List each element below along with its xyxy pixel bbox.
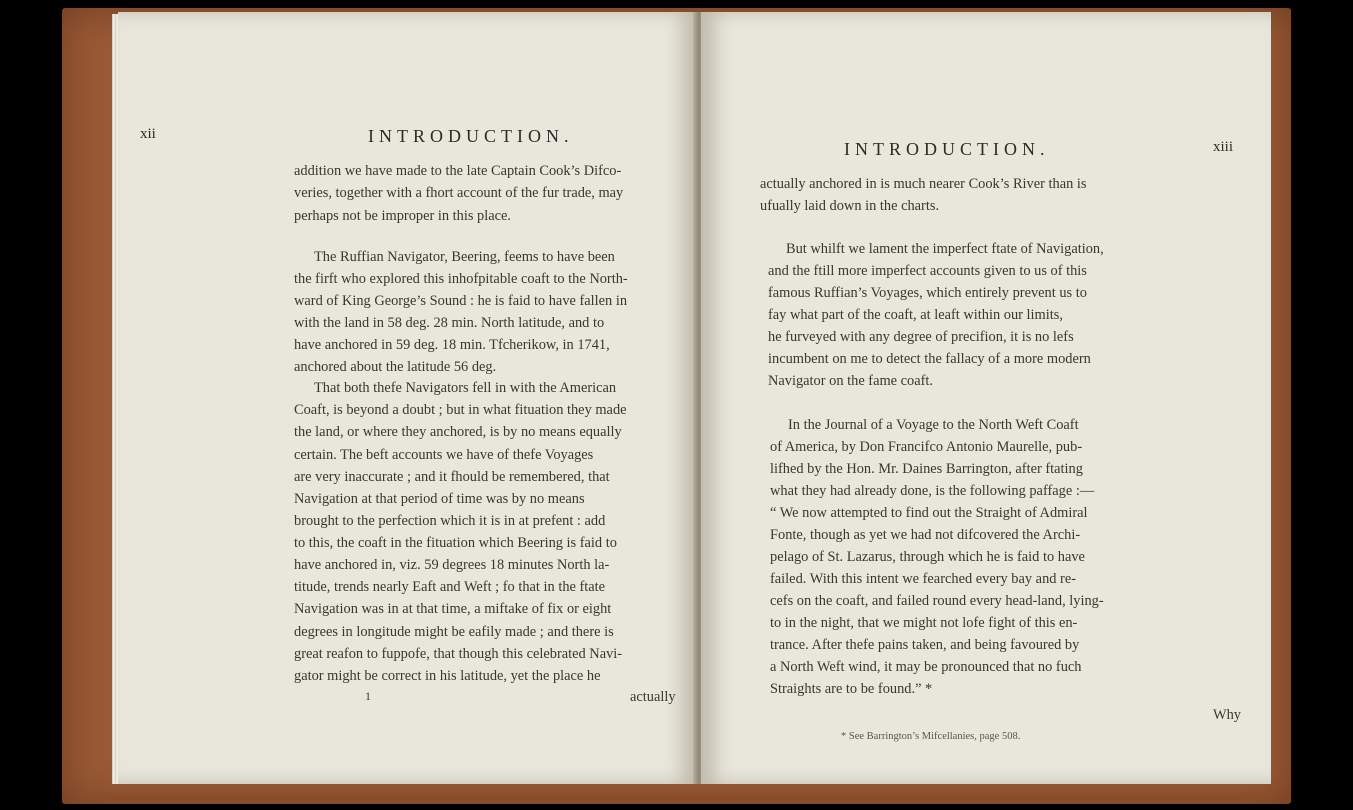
left-text-line: veries, together with a fhort account of the fur trade, may	[294, 185, 624, 201]
right-text-line: “ We now attempted to find out the Straight of Admiral	[770, 505, 1088, 521]
left-text-line: brought to the perfection which it is in at prefent : add	[294, 513, 606, 529]
left-text-line: anchored about the latitude 56 deg.	[294, 359, 497, 375]
catchword: actually	[630, 689, 676, 705]
right-text-line: Fonte, though as yet we had not difcovered the Archi-	[770, 527, 1081, 543]
catchword: Why	[1213, 707, 1241, 723]
right-text-line: a North Weft wind, it may be pronounced that no fuch	[770, 659, 1082, 675]
left-running-head: INTRODUCTION.	[368, 126, 574, 146]
left-text-line: the land, or where they anchored, is by no means equally	[294, 424, 622, 440]
right-text-line: pelago of St. Lazarus, through which he is faid to have	[770, 549, 1085, 565]
left-page	[118, 12, 696, 784]
left-text-line: Navigation at that period of time was by no means	[294, 491, 585, 507]
left-text-line: have anchored in 59 deg. 18 min. Tfcherikow, in 1741,	[294, 337, 610, 353]
left-text-line: the firft who explored this inhofpitable coaft to the North-	[294, 271, 628, 287]
signature-mark: 1	[365, 689, 371, 703]
right-text-line: and the ftill more imperfect accounts given to us of this	[768, 263, 1087, 279]
left-text-line: titude, trends nearly Eaft and Weft ; fo that in the ftate	[294, 579, 606, 595]
right-text-line: of America, by Don Francifco Antonio Maurelle, pub-	[770, 439, 1083, 455]
right-text-line: ufually laid down in the charts.	[760, 198, 940, 214]
right-page-number: xiii	[1213, 139, 1234, 155]
left-text-line: with the land in 58 deg. 28 min. North latitude, and to	[294, 315, 605, 331]
right-text-line: failed. With this intent we fearched every bay and re-	[770, 571, 1077, 587]
right-text-line: famous Ruffian’s Voyages, which entirely prevent us to	[768, 285, 1087, 301]
left-page-number: xii	[140, 126, 156, 142]
right-text-line: Straights are to be found.” *	[770, 681, 933, 697]
left-text-line: certain. The beft accounts we have of thefe Voyages	[294, 447, 594, 463]
right-text-line: trance. After thefe pains taken, and being favoured by	[770, 637, 1080, 653]
right-running-head: INTRODUCTION.	[844, 139, 1050, 159]
left-text-line: ward of King George’s Sound : he is faid to have fallen in	[294, 293, 628, 309]
left-text-line: perhaps not be improper in this place.	[294, 208, 511, 224]
right-text-line: incumbent on me to detect the fallacy of a more modern	[768, 351, 1091, 367]
right-text-line: But whilft we lament the imperfect ftate of Navigation,	[786, 241, 1104, 257]
left-text-line: Coaft, is beyond a doubt ; but in what fituation they made	[294, 402, 627, 418]
left-text-line: Navigation was in at that time, a miftake of fix or eight	[294, 601, 612, 617]
right-text-line: cefs on the coaft, and failed round every head-land, lying-	[770, 593, 1104, 609]
left-text-line: great reafon to fuppofe, that though this celebrated Navi-	[294, 646, 623, 662]
right-page	[701, 12, 1271, 784]
left-text-line: The Ruffian Navigator, Beering, feems to have been	[314, 249, 615, 265]
left-text-line: degrees in longitude might be eafily made ; and there is	[294, 624, 614, 640]
left-text-line: gator might be correct in his latitude, yet the place he	[294, 668, 601, 684]
right-text-line: In the Journal of a Voyage to the North Weft Coaft	[788, 417, 1079, 433]
left-text-line: are very inaccurate ; and it fhould be remembered, that	[294, 469, 610, 485]
right-text-line: he furveyed with any degree of precifion, it is no lefs	[768, 329, 1074, 345]
footnote: * See Barrington’s Mifcellanies, page 508.	[841, 731, 1021, 742]
right-text-line: what they had already done, is the following paffage :—	[770, 483, 1095, 499]
left-text-line: addition we have made to the late Captain Cook’s Difco-	[294, 163, 622, 179]
right-text-line: lifhed by the Hon. Mr. Daines Barrington, after ftating	[770, 461, 1083, 477]
left-text-line: That both thefe Navigators fell in with the American	[314, 380, 617, 396]
right-text-line: actually anchored in is much nearer Cook’s River than is	[760, 176, 1087, 192]
right-text-line: to in the night, that we might not lofe fight of this en-	[770, 615, 1078, 631]
right-text-line: Navigator on the fame coaft.	[768, 373, 934, 389]
right-text-line: fay what part of the coaft, at leaft within our limits,	[768, 307, 1063, 323]
left-text-line: to this, the coaft in the fituation which Beering is faid to	[294, 535, 617, 551]
left-text-line: have anchored in, viz. 59 degrees 18 minutes North la-	[294, 557, 610, 573]
